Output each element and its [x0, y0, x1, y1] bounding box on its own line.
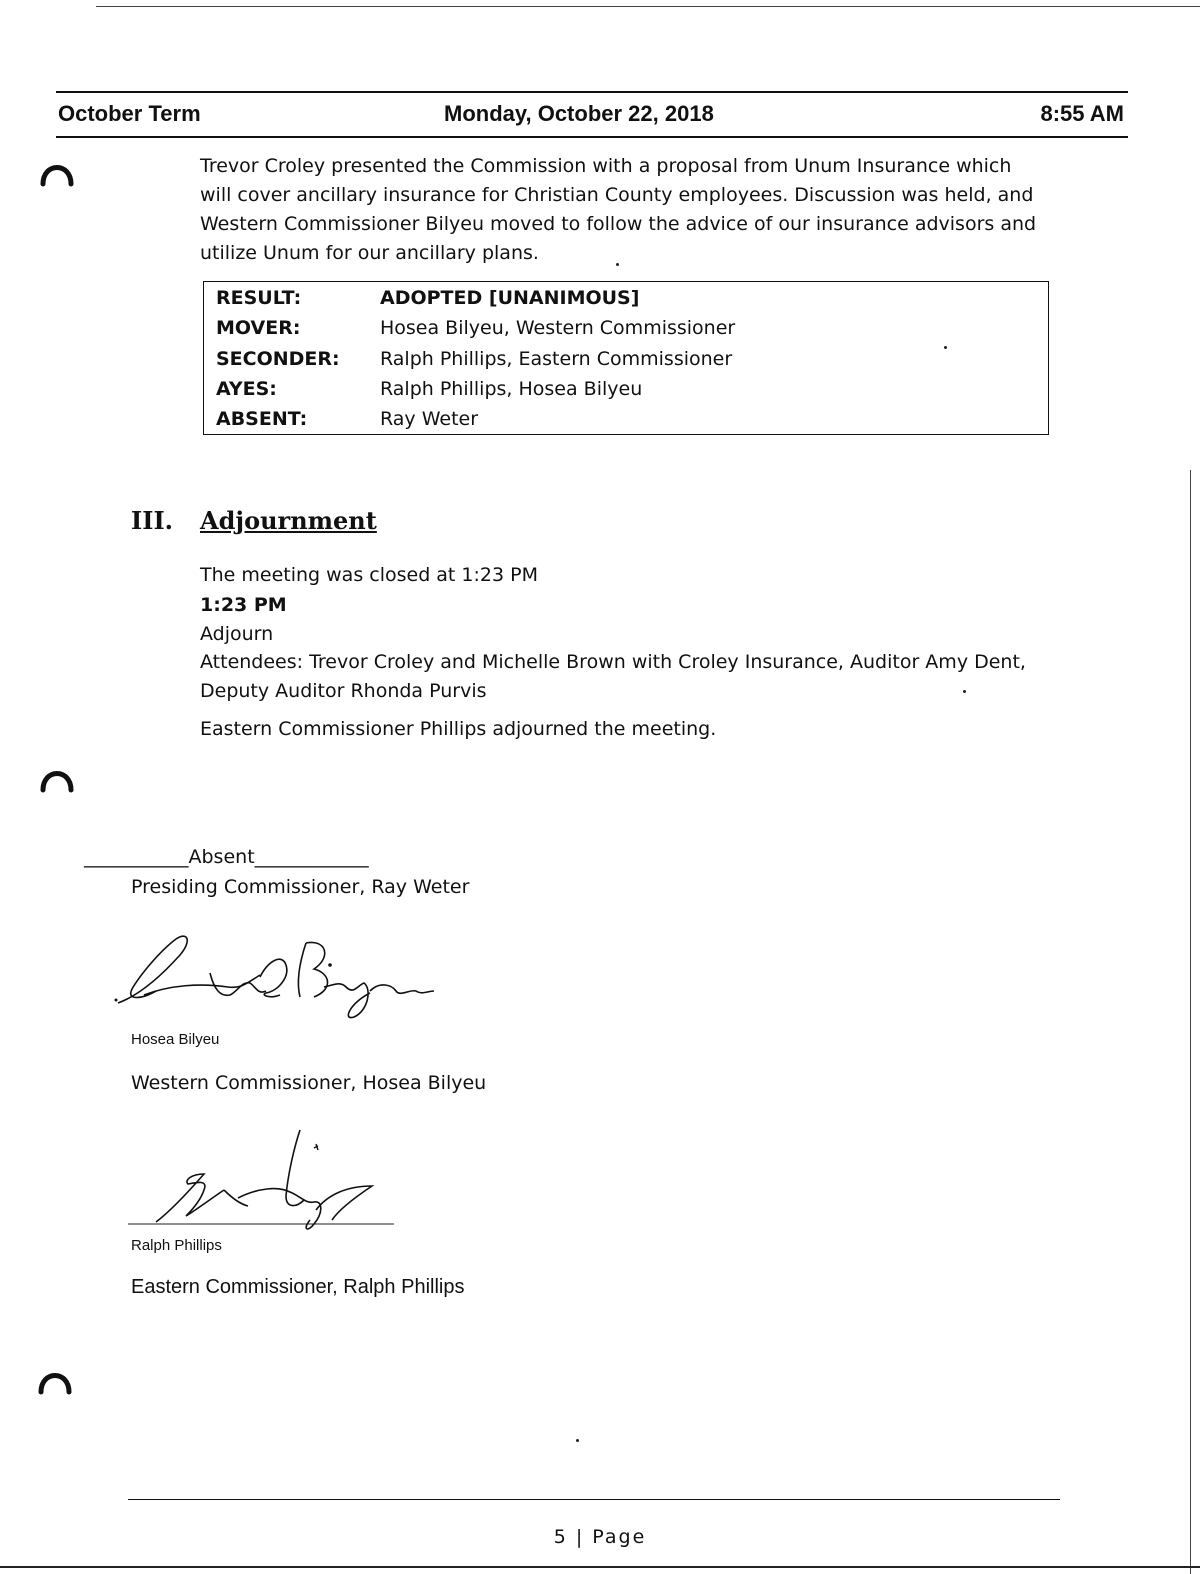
scan-edge-right [1190, 470, 1191, 1574]
ralph-phillips-signature [128, 1124, 398, 1234]
vote-label: RESULT: [216, 287, 302, 309]
vote-label: SECONDER: [216, 348, 340, 370]
intro-line: will cover ancillary insurance for Christian County employees. Discussion was held, and [200, 184, 1034, 206]
vote-result-box [203, 281, 1049, 435]
vote-label: ABSENT: [216, 408, 308, 430]
footer-rule [128, 1499, 1060, 1500]
eastern-role: Eastern Commissioner, Ralph Phillips [131, 1276, 465, 1298]
header-rule-bottom [56, 136, 1128, 138]
presiding-signature-line: ___________Absent____________ [84, 846, 369, 868]
header-date: Monday, October 22, 2018 [444, 101, 714, 126]
western-role: Western Commissioner, Hosea Bilyeu [131, 1072, 487, 1094]
intro-paragraph [200, 152, 1080, 268]
scan-edge-bottom [0, 1566, 1200, 1568]
scan-speck [616, 263, 619, 266]
adjournment-attendees-line: Attendees: Trevor Croley and Michelle Brown with Croley Insurance, Auditor Amy Dent, [200, 651, 1026, 673]
intro-line: utilize Unum for our ancillary plans. [200, 242, 539, 264]
scan-speck [576, 1439, 579, 1442]
vote-value: Ralph Phillips, Eastern Commissioner [380, 348, 733, 370]
adjournment-time: 1:23 PM [200, 594, 287, 616]
hosea-bilyeu-signature [110, 925, 440, 1025]
vote-label: AYES: [216, 378, 277, 400]
presiding-role: Presiding Commissioner, Ray Weter [131, 876, 470, 898]
eastern-signed-name: Ralph Phillips [131, 1237, 222, 1254]
punch-hole-icon [40, 154, 74, 194]
punch-hole-icon [38, 1362, 72, 1402]
vote-label: MOVER: [216, 317, 301, 339]
scan-edge-top [96, 6, 1200, 7]
intro-line: Western Commissioner Bilyeu moved to follow the advice of our insurance advisors and [200, 213, 1037, 235]
vote-value: Ralph Phillips, Hosea Bilyeu [380, 378, 643, 400]
page-header [58, 101, 1124, 131]
adjournment-attendees-line: Deputy Auditor Rhonda Purvis [200, 680, 487, 702]
vote-value: Hosea Bilyeu, Western Commissioner [380, 317, 736, 339]
header-term: October Term [58, 101, 201, 126]
vote-value: ADOPTED [UNANIMOUS] [380, 287, 640, 309]
header-rule-top [56, 91, 1128, 93]
header-time: 8:55 AM [1040, 101, 1124, 126]
western-signed-name: Hosea Bilyeu [131, 1031, 220, 1048]
scan-speck [944, 346, 947, 349]
page-number: 5 | Page [553, 1526, 647, 1548]
adjournment-closed-line: The meeting was closed at 1:23 PM [200, 564, 538, 586]
section-title: Adjournment [200, 506, 377, 535]
adjournment-action: Adjourn [200, 623, 274, 645]
vote-value: Ray Weter [380, 408, 479, 430]
adjournment-closing: Eastern Commissioner Phillips adjourned the meeting. [200, 718, 717, 740]
section-number: III. [131, 506, 174, 535]
scan-speck [963, 690, 966, 693]
intro-line: Trevor Croley presented the Commission with a proposal from Unum Insurance which [200, 155, 1012, 177]
punch-hole-icon [40, 760, 74, 800]
